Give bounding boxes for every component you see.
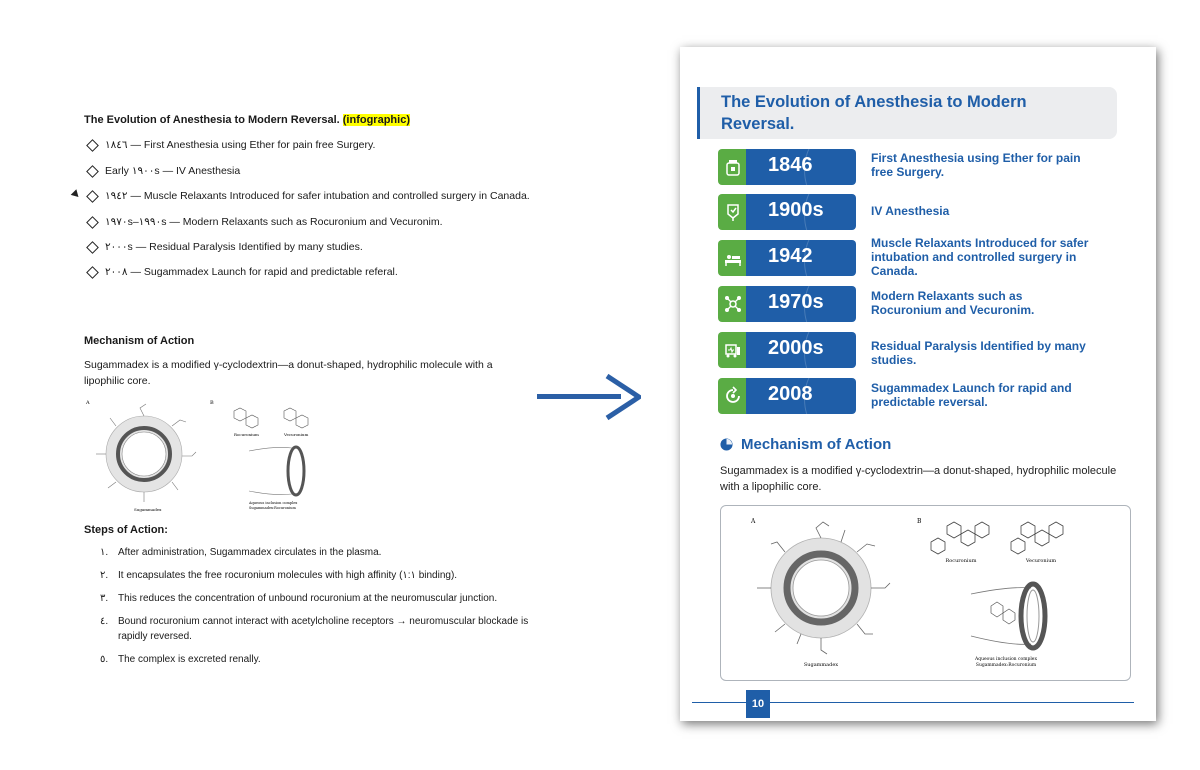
step-text: This reduces the concentration of unbound rocuronium at the neuromuscular junction. — [118, 593, 498, 604]
page-number: 10 — [746, 690, 770, 718]
timeline-desc: IV Anesthesia — [871, 204, 950, 218]
draft-timeline-item — [84, 139, 375, 151]
iv-bag-icon — [718, 194, 748, 230]
draft-title — [84, 114, 410, 126]
fig-label-a: A — [86, 400, 90, 406]
step-text: After administration, Sugammadex circulates in the plasma. — [118, 547, 382, 558]
timeline-year: 1846 — [768, 154, 813, 176]
cycle-icon — [718, 378, 748, 414]
diamond-bullet-icon — [86, 190, 99, 203]
draft-title-text: The Evolution of Anesthesia to Modern Reversal. — [84, 114, 340, 126]
draft-timeline-date: ١٩٧٠s–١٩٩٠s — [105, 216, 167, 228]
page-title: The Evolution of Anesthesia to Modern Reversal. — [721, 93, 1027, 133]
timeline-year: 1900s — [768, 199, 824, 221]
page-title-band — [697, 87, 1117, 139]
fig-label-complex: Aqueous inclusion complex — [249, 501, 298, 505]
draft-step — [100, 591, 530, 606]
draft-timeline-text: — Sugammadex Launch for rapid and predictable referal. — [130, 266, 398, 278]
draft-step — [100, 652, 530, 667]
draft-steps-heading: Steps of Action: — [84, 524, 168, 536]
molecule-icon — [718, 286, 748, 322]
draft-step — [100, 568, 530, 583]
draft-timeline-item — [84, 266, 398, 278]
diamond-bullet-icon — [86, 216, 99, 229]
draft-timeline-date: ٢٠٠٠s — [105, 241, 133, 253]
mechanism-heading — [720, 436, 891, 453]
year-bar — [746, 378, 856, 414]
bottle-icon — [718, 149, 748, 185]
draft-timeline-text: — Residual Paralysis Identified by many studies. — [135, 241, 363, 253]
patient-bed-icon — [718, 240, 748, 276]
year-bar — [746, 286, 856, 322]
step-number: ٢. — [100, 570, 109, 581]
timeline-year: 1970s — [768, 291, 824, 313]
diamond-bullet-icon — [86, 266, 99, 279]
draft-timeline-item — [84, 216, 443, 228]
title-accent-bar — [697, 87, 700, 139]
monitor-icon — [718, 332, 748, 368]
step-number: ٥. — [100, 654, 109, 665]
collapse-caret-icon[interactable] — [71, 189, 82, 200]
timeline-desc: Sugammadex Launch for rapid and predictable reversal. — [871, 381, 1072, 409]
step-text: The complex is excreted renally. — [118, 654, 261, 665]
molecule-figure-box — [720, 505, 1131, 681]
draft-timeline-date: ١٩٤٢ — [105, 190, 128, 202]
fig-label-complex: Aqueous inclusion complex — [974, 657, 1038, 662]
draft-title-tag: (infographic) — [342, 114, 410, 126]
draft-timeline-item — [84, 241, 363, 253]
draft-timeline-text: — IV Anesthesia — [162, 165, 241, 177]
draft-timeline-date: ١٨٤٦ — [105, 139, 128, 151]
draft-timeline-date: Early ١٩٠٠s — [105, 165, 160, 177]
year-bar — [746, 332, 856, 368]
fig-label-rocuronium: Rocuronium — [945, 558, 977, 564]
timeline-year: 1942 — [768, 245, 813, 267]
section-bullet-icon — [720, 438, 733, 451]
draft-mechanism-heading: Mechanism of Action — [84, 335, 195, 347]
step-number: ٣. — [100, 593, 109, 604]
draft-steps-list — [100, 545, 530, 675]
draft-timeline-text: — First Anesthesia using Ether for pain free Surgery. — [130, 139, 376, 151]
fig-label-complex-2: Sugammadex:Rocuronium — [975, 663, 1037, 668]
timeline-desc: Muscle Relaxants Introduced for safer intubation and controlled surgery in Canada. — [871, 236, 1089, 278]
timeline-year: 2000s — [768, 337, 824, 359]
year-bar — [746, 194, 856, 230]
step-number: ٤. — [100, 616, 109, 627]
molecule-figure — [721, 506, 1130, 680]
mechanism-heading-text: Mechanism of Action — [741, 436, 892, 453]
draft-timeline-date: ٢٠٠٨ — [105, 266, 128, 278]
fig-label-b: B — [917, 518, 922, 525]
diamond-bullet-icon — [86, 165, 99, 178]
draft-timeline-item — [84, 190, 530, 202]
designed-page — [680, 47, 1156, 721]
timeline-year: 2008 — [768, 383, 813, 405]
draft-timeline-text: — Modern Relaxants such as Rocuronium and Vecuronim. — [169, 216, 443, 228]
fig-label-vecuronium: Vecuronium — [1025, 558, 1057, 564]
year-bar — [746, 149, 856, 185]
year-bar — [746, 240, 856, 276]
draft-step — [100, 614, 530, 644]
fig-label-sugammadex: Sugammadex — [134, 507, 162, 512]
step-text: It encapsulates the free rocuronium molecules with high affinity (١:١ binding). — [118, 570, 458, 581]
draft-step — [100, 545, 530, 560]
draft-mechanism-text: Sugammadex is a modified γ-cyclodextrin—a donut-shaped, hydrophilic molecule with a lipophilic core. — [84, 359, 493, 387]
mechanism-text: Sugammadex is a modified γ-cyclodextrin—a donut-shaped, hydrophilic molecule with a lipophilic core. — [720, 465, 1117, 493]
fig-label-vecuronium: Vecuronium — [284, 432, 309, 437]
diamond-bullet-icon — [86, 241, 99, 254]
timeline-desc: Modern Relaxants such as Rocuronium and Vecuronim. — [871, 289, 1035, 317]
diamond-bullet-icon — [86, 139, 99, 152]
transform-arrow-icon — [535, 372, 641, 422]
fig-label-rocuronium: Rocuronium — [234, 432, 259, 437]
timeline-desc: Residual Paralysis Identified by many studies. — [871, 339, 1086, 367]
fig-label-sugammadex: Sugammadex — [803, 662, 839, 668]
draft-timeline-item — [84, 165, 240, 177]
timeline-desc: First Anesthesia using Ether for pain free Surgery. — [871, 151, 1081, 179]
step-number: ١. — [100, 547, 109, 558]
draft-document — [0, 0, 560, 770]
draft-molecule-figure — [84, 396, 324, 516]
fig-label-b: B — [210, 400, 214, 406]
step-text: Bound rocuronium cannot interact with acetylcholine receptors → neuromuscular blockade is rapidly reversed. — [118, 616, 529, 642]
fig-label-a: A — [751, 518, 756, 525]
fig-label-complex-2: Sugammadex:Rocuronium — [249, 506, 296, 510]
draft-timeline-text: — Muscle Relaxants Introduced for safer intubation and controlled surgery in Canada. — [130, 190, 530, 202]
